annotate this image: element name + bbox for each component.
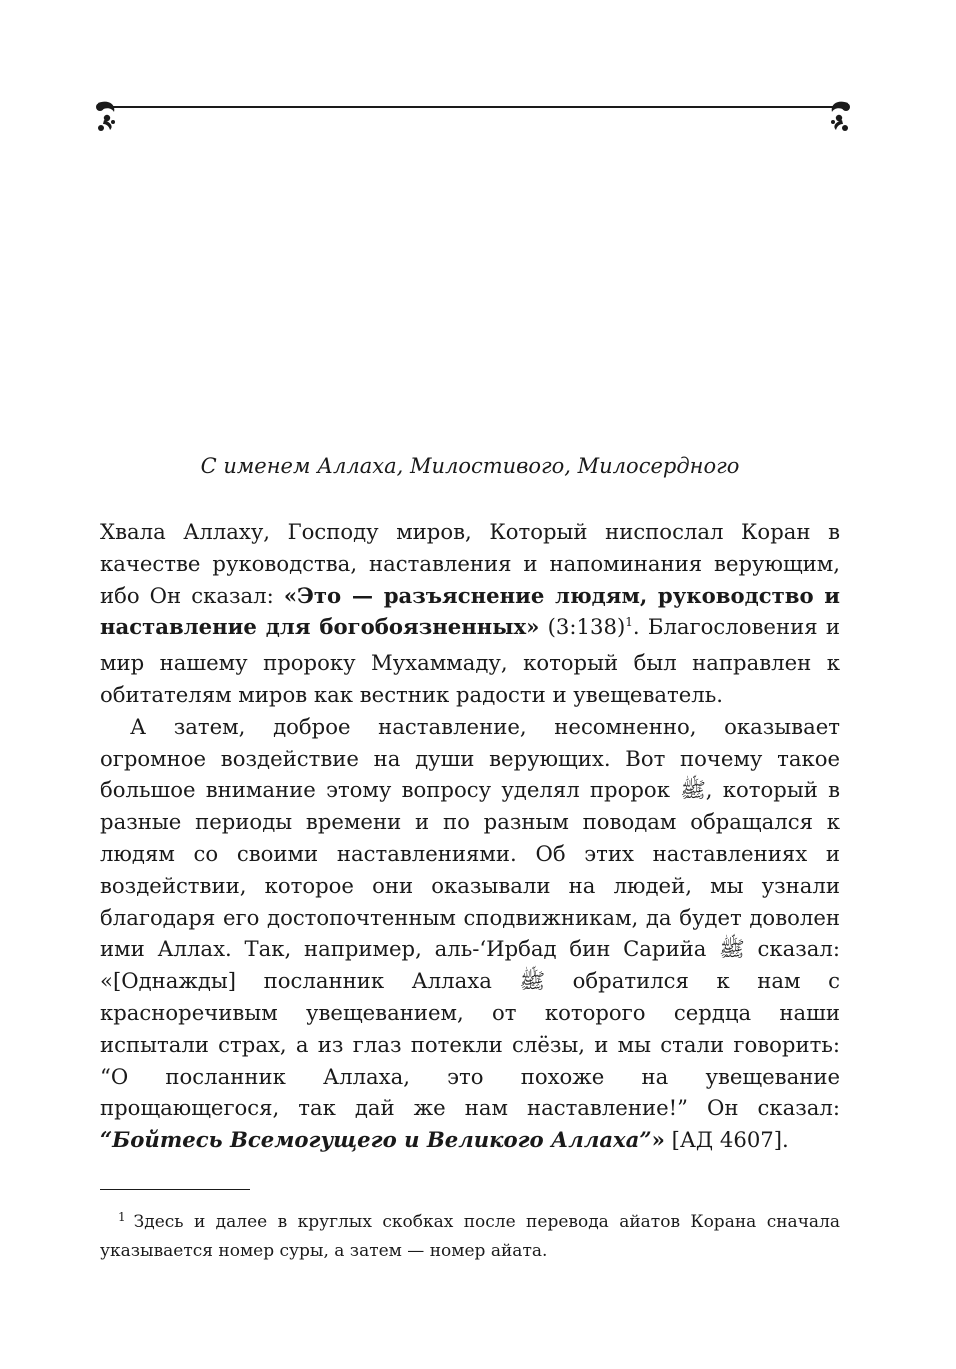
footnote-text: Здесь и далее в круглых скобках после перевода айатов Корана сначала указывается номер суры, а затем — номер айата. [100,1212,840,1261]
quran-quote: «Это — разъяснение людям, руководство и наставление для богобоязненных» [100,582,840,640]
ornament-left-icon [94,100,120,134]
body-text [100,516,840,1156]
footnote [100,1208,840,1265]
hadith-citation: [АД 4607]. [664,1127,789,1153]
footnote-separator [100,1189,250,1190]
hadith-quote: “Бойтесь Всемогущего и Великого Аллаха” [100,1127,652,1153]
paragraph-1: Хвала Аллаху, Господу миров, Который ниспослал Коран в качестве руководства, наставления и напоминания верующим, ибо Он сказал: «Это — разъяснение людям, руководство и наставление для богобоязненных» (3:138)$^1$. Благословения и мир нашему пророку Мухаммаду, который был направлен к обитателям миров как вестник радости и увещеватель. [100,519,840,707]
footnote-reference: 1 [625,615,633,630]
ayah-citation: (3:138) [539,614,626,640]
header-rule-line [108,106,838,108]
basmala-heading: С именем Аллаха, Милостивого, Милосердного [200,454,740,478]
ornament-right-icon [826,100,852,134]
paragraph-2: А затем, доброе наставление, несомненно, оказывает огромное воздействие на души верующих. Вот почему такое большое внимание этому вопросу уделял пророк ﷺ, который в разные периоды времени и по разным поводам обращался к людям со своими наставлениями. Об этих наставлениях и воздействии, которое они оказывали на людей, мы узнали благодаря его достопочтенным сподвижникам, да будет доволен ими Аллах. Так, например, аль-‘Ирбад бин Сарийа ﷺ сказал: «[Однажды] посланник Аллаха ﷺ обратился к нам с красноречивым увещеванием, от которого сердца наши испытали страх, а из глаз потекли слёзы, и мы стали говорить: “О посланник Аллаха, это похоже на увещевание прощающегося, так дай же нам наставление!” Он сказал: “Бойтесь Всемогущего и Великого Аллаха”» [АД 4607]. [100,713,840,1153]
header-rule [88,100,858,136]
footnote-number: 1 [118,1210,126,1224]
